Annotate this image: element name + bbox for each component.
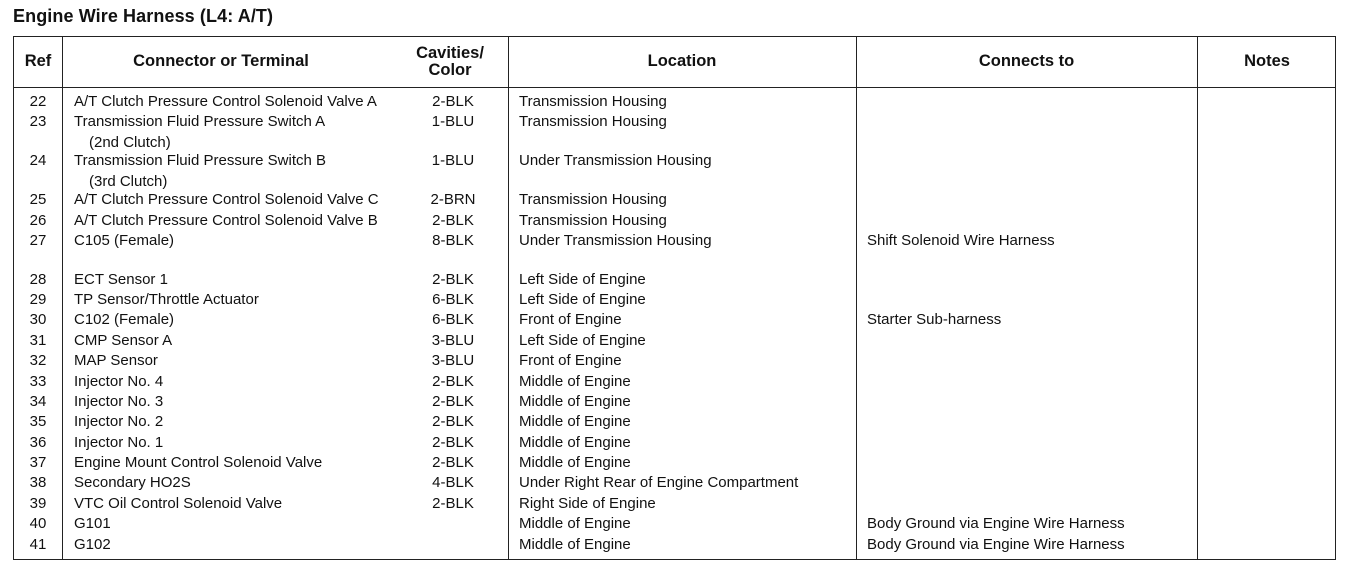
cell-cavities — [409, 310, 497, 330]
header-cavities — [380, 37, 520, 86]
cell-connector-text: G102 — [74, 535, 111, 553]
cell-location-text: Left Side of Engine — [519, 290, 646, 308]
cell-connector-text: Injector No. 2 — [74, 413, 164, 431]
cell-connects-to-text: Shift Solenoid Wire Harness — [867, 232, 1055, 250]
cell-ref — [14, 372, 62, 392]
cell-connector — [74, 494, 282, 514]
cell-location — [519, 190, 667, 210]
cell-ref-text: 40 — [29, 515, 47, 533]
cell-connector — [74, 151, 326, 192]
cell-connector-text: Secondary HO2S — [74, 474, 191, 492]
header-ref: Ref — [24, 52, 52, 70]
cell-connector — [74, 392, 163, 412]
cell-cavities-text: 6-BLK — [432, 290, 474, 308]
cell-location — [519, 494, 656, 514]
cell-connector — [74, 112, 325, 153]
cell-location-text: Middle of Engine — [519, 392, 631, 410]
table-row — [14, 473, 1335, 493]
cell-connector-text: Injector No. 4 — [74, 372, 164, 390]
cell-connector-text: C105 (Female) — [74, 232, 175, 250]
cell-cavities-text: 2-BLK — [432, 211, 474, 229]
cell-ref — [14, 514, 62, 534]
cell-ref-text: 35 — [29, 413, 47, 431]
cell-connector — [74, 190, 379, 210]
table-row — [14, 494, 1335, 514]
cell-location-text: Under Right Rear of Engine Compartment — [519, 474, 799, 492]
cell-connector — [74, 211, 378, 231]
cell-connector — [74, 433, 163, 453]
cell-location — [519, 231, 712, 251]
cell-cavities — [409, 392, 497, 412]
table-row — [14, 412, 1335, 432]
cell-cavities — [409, 331, 497, 351]
table-row — [14, 231, 1335, 251]
cell-connects-to — [867, 535, 1125, 555]
cell-location — [519, 473, 798, 493]
table-row — [14, 270, 1335, 290]
cell-cavities — [409, 231, 497, 251]
cell-cavities-text: 2-BLK — [432, 372, 474, 390]
cell-cavities — [409, 211, 497, 231]
cell-ref — [14, 453, 62, 473]
cell-ref-text: 34 — [29, 392, 47, 410]
cell-connector — [74, 412, 163, 432]
cell-ref-text: 29 — [29, 290, 47, 308]
cell-cavities-text: 2-BLK — [432, 413, 474, 431]
cell-location-text: Middle of Engine — [519, 413, 631, 431]
table-row — [14, 331, 1335, 351]
page-title: Engine Wire Harness (L4: A/T) — [13, 6, 274, 26]
cell-ref-text: 25 — [29, 191, 47, 209]
cell-cavities — [409, 92, 497, 112]
cell-cavities-text: 6-BLK — [432, 311, 474, 329]
cell-ref-text: 38 — [29, 474, 47, 492]
cell-ref-text: 33 — [29, 372, 47, 390]
cell-location — [519, 310, 622, 330]
cell-ref-text: 32 — [29, 352, 47, 370]
cell-connector-text: A/T Clutch Pressure Control Solenoid Valve B — [74, 211, 378, 229]
cell-location — [519, 151, 712, 171]
cell-cavities-text: 2-BRN — [430, 191, 476, 209]
header-connects-to: Connects to — [978, 52, 1075, 70]
cell-location — [519, 351, 622, 371]
cell-location-text: Front of Engine — [519, 352, 622, 370]
cell-ref — [14, 310, 62, 330]
cell-connector — [74, 535, 111, 555]
cell-ref — [14, 270, 62, 290]
cell-cavities-text: 1-BLU — [431, 113, 475, 131]
table-row — [14, 392, 1335, 412]
cell-location-text: Under Transmission Housing — [519, 232, 712, 250]
cell-ref-text: 23 — [29, 113, 47, 131]
cell-cavities-text: 4-BLK — [432, 474, 474, 492]
cell-connector-text: Engine Mount Control Solenoid Valve — [74, 454, 323, 472]
cell-cavities-text: 8-BLK — [432, 232, 474, 250]
cell-connector — [74, 231, 174, 251]
cell-cavities — [409, 473, 497, 493]
cell-cavities-text: 3-BLU — [431, 331, 475, 349]
cell-ref-text: 30 — [29, 311, 47, 329]
cell-connector — [74, 351, 158, 371]
cell-connector-text: G101 — [74, 515, 111, 533]
cell-ref-text: 26 — [29, 211, 47, 229]
cell-ref — [14, 392, 62, 412]
cell-ref — [14, 433, 62, 453]
cell-ref — [14, 535, 62, 555]
cell-connects-to — [867, 231, 1055, 251]
cell-ref — [14, 231, 62, 251]
cell-ref-text: 31 — [29, 331, 47, 349]
cell-cavities — [409, 453, 497, 473]
cell-ref — [14, 290, 62, 310]
cell-location-text: Left Side of Engine — [519, 270, 646, 288]
table-row — [14, 112, 1335, 151]
cell-location-text: Middle of Engine — [519, 372, 631, 390]
cell-location — [519, 433, 631, 453]
cell-connector — [74, 372, 163, 392]
cell-connector-text: MAP Sensor — [74, 352, 158, 370]
cell-cavities-text: 2-BLK — [432, 433, 474, 451]
cell-connector — [74, 290, 259, 310]
cell-location — [519, 412, 631, 432]
cell-location-text: Middle of Engine — [519, 433, 631, 451]
cell-cavities — [409, 372, 497, 392]
cell-cavities-text: 2-BLK — [432, 454, 474, 472]
cell-connects-to-text: Body Ground via Engine Wire Harness — [867, 535, 1125, 553]
cell-ref — [14, 331, 62, 351]
cell-connector — [74, 453, 322, 473]
cell-connector-text: VTC Oil Control Solenoid Valve — [74, 494, 283, 512]
cell-connector — [74, 514, 111, 534]
cell-cavities-text: 2-BLK — [432, 392, 474, 410]
cell-location — [519, 372, 631, 392]
cell-connector — [74, 310, 174, 330]
table-row — [14, 535, 1335, 555]
cell-location-text: Transmission Housing — [519, 93, 667, 110]
cell-connector — [74, 270, 168, 290]
cell-ref-text: 28 — [29, 270, 47, 288]
cell-location — [519, 270, 646, 290]
cell-location — [519, 211, 667, 231]
cell-connects-to-text: Body Ground via Engine Wire Harness — [867, 515, 1125, 533]
cell-ref-text: 36 — [29, 433, 47, 451]
cell-location — [519, 290, 646, 310]
cell-connector-text: Injector No. 3 — [74, 392, 164, 410]
cell-cavities — [409, 190, 497, 210]
cell-cavities — [409, 290, 497, 310]
cell-cavities — [409, 494, 497, 514]
cell-cavities — [409, 270, 497, 290]
cell-location — [519, 535, 631, 555]
cell-connector-text: Transmission Fluid Pressure Switch B — [74, 152, 327, 170]
cell-location-text: Front of Engine — [519, 311, 622, 329]
cell-location — [519, 392, 631, 412]
cell-cavities-text: 3-BLU — [431, 352, 475, 370]
cell-connector — [74, 92, 377, 112]
table-row — [14, 290, 1335, 310]
cell-location-text: Transmission Housing — [519, 191, 667, 209]
cell-location — [519, 112, 667, 132]
cell-cavities — [409, 112, 497, 132]
table-row — [14, 92, 1335, 112]
cell-connector-text: TP Sensor/Throttle Actuator — [74, 290, 259, 308]
cell-location — [519, 92, 667, 112]
cell-ref-text: 24 — [29, 152, 47, 170]
cell-ref — [14, 412, 62, 432]
cell-cavities — [409, 351, 497, 371]
cell-location-text: Middle of Engine — [519, 535, 631, 553]
table-row — [14, 453, 1335, 473]
cell-ref-text: 41 — [29, 535, 47, 553]
cell-location-text: Transmission Housing — [519, 211, 667, 229]
cell-ref — [14, 112, 62, 132]
table-row — [14, 190, 1335, 210]
table-body — [14, 92, 1335, 555]
cell-cavities-text: 2-BLK — [432, 270, 474, 288]
table-header — [14, 37, 1335, 88]
cell-ref-text: 27 — [29, 232, 47, 250]
cell-ref — [14, 351, 62, 371]
cell-ref — [14, 92, 62, 112]
cell-cavities — [409, 412, 497, 432]
table-row — [14, 514, 1335, 534]
cell-connector-text: Injector No. 1 — [74, 433, 164, 451]
cell-connects-to — [867, 310, 1001, 330]
cell-connector-text: A/T Clutch Pressure Control Solenoid Valve C — [74, 191, 379, 209]
cell-location — [519, 453, 631, 473]
cell-ref-text: 22 — [29, 93, 47, 110]
header-cavities-line2: Color — [428, 60, 472, 79]
cell-connector-text: ECT Sensor 1 — [74, 270, 168, 288]
cell-location-text: Transmission Housing — [519, 113, 667, 131]
table-row — [14, 433, 1335, 453]
cell-cavities-text: 2-BLK — [432, 494, 474, 512]
cell-connector-text: Transmission Fluid Pressure Switch A — [74, 113, 326, 131]
table-row — [14, 372, 1335, 392]
cell-connector-text: CMP Sensor A — [74, 331, 173, 349]
table-row — [14, 351, 1335, 371]
table-row — [14, 310, 1335, 330]
cell-cavities-text: 2-BLK — [432, 93, 474, 110]
cell-connector-text: A/T Clutch Pressure Control Solenoid Valve A — [74, 93, 377, 110]
harness-table — [13, 36, 1336, 560]
cell-connects-to — [867, 514, 1125, 534]
cell-location-text: Under Transmission Housing — [519, 152, 712, 170]
cell-location-text: Right Side of Engine — [519, 494, 656, 512]
cell-connector — [74, 331, 172, 351]
cell-location — [519, 331, 646, 351]
header-location: Location — [647, 52, 717, 70]
header-notes: Notes — [1244, 52, 1290, 70]
cell-connector-subtext: (3rd Clutch) — [89, 172, 168, 190]
cell-cavities — [409, 433, 497, 453]
cell-connects-to-text: Starter Sub-harness — [867, 311, 1002, 329]
cell-location — [519, 514, 631, 534]
cell-location-text: Middle of Engine — [519, 515, 631, 533]
cell-ref — [14, 151, 62, 171]
cell-ref — [14, 494, 62, 514]
cell-cavities-text: 1-BLU — [431, 152, 475, 170]
cell-ref — [14, 190, 62, 210]
cell-ref — [14, 473, 62, 493]
cell-connector — [74, 473, 191, 493]
cell-ref-text: 39 — [29, 494, 47, 512]
cell-cavities — [409, 151, 497, 171]
cell-ref — [14, 211, 62, 231]
header-cavities-line1: Cavities/ — [416, 43, 484, 62]
cell-ref-text: 37 — [29, 454, 47, 472]
table-row — [14, 211, 1335, 231]
table-row — [14, 151, 1335, 190]
cell-connector-text: C102 (Female) — [74, 311, 175, 329]
cell-connector-subtext: (2nd Clutch) — [89, 133, 171, 151]
cell-location-text: Middle of Engine — [519, 454, 631, 472]
header-connector: Connector or Terminal — [133, 52, 309, 70]
cell-location-text: Left Side of Engine — [519, 331, 646, 349]
